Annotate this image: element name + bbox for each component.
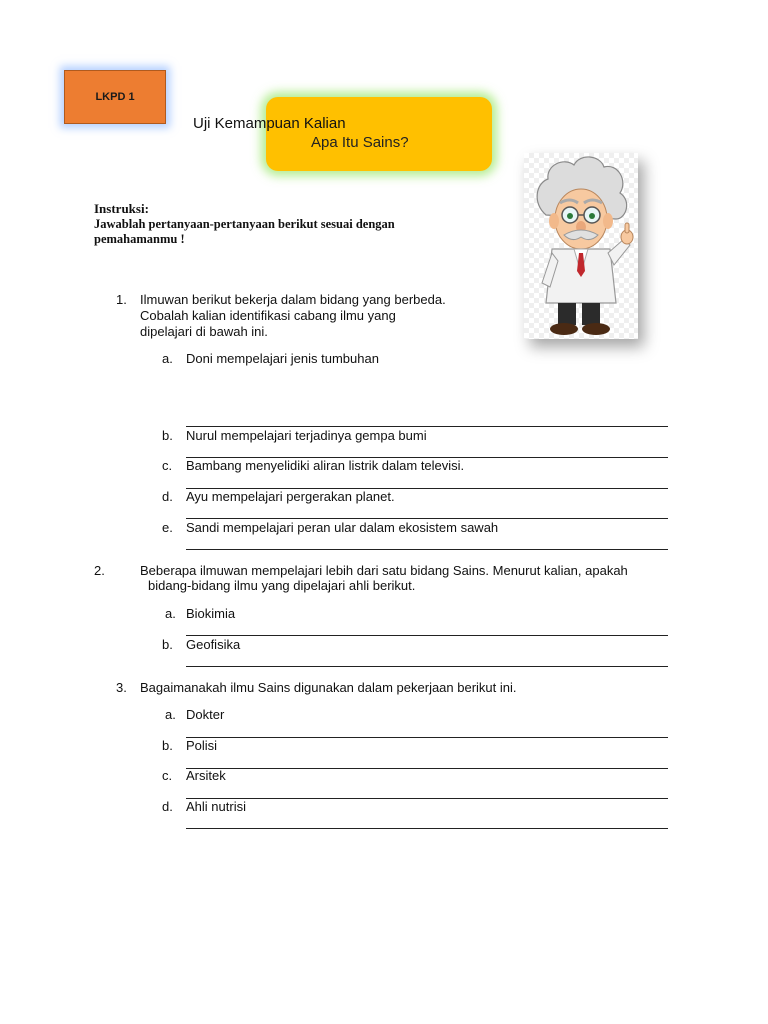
q3-item-b-text: Polisi xyxy=(186,738,218,753)
scientist-figure xyxy=(524,153,638,339)
answer-line-q3a xyxy=(186,737,668,738)
answer-line-q2b xyxy=(186,666,668,667)
instructions-line-1: Jawablah pertanyaan-pertanyaan berikut sesuai dengan xyxy=(94,217,395,231)
q3-item-c-text: Arsitek xyxy=(186,768,226,783)
q2-item-a-text: Biokimia xyxy=(186,606,236,621)
answer-line-q3c xyxy=(186,798,668,799)
q1-item-b-letter: b. xyxy=(162,428,173,443)
page-title: Uji Kemampuan Kalian xyxy=(193,115,346,132)
q3-item-d-text: Ahli nutrisi xyxy=(186,799,246,814)
q2-item-b-letter: b. xyxy=(162,637,173,652)
answer-line-q1e xyxy=(186,549,668,550)
answer-line-q1d xyxy=(186,518,668,519)
question-2-number: 2. xyxy=(94,563,105,578)
question-1-line-1: Ilmuwan berikut bekerja dalam bidang yang berbeda. xyxy=(140,292,446,307)
q3-item-d-letter: d. xyxy=(162,799,173,814)
question-1-number: 1. xyxy=(116,292,127,307)
answer-line-q3d xyxy=(186,828,668,829)
q3-item-b-letter: b. xyxy=(162,738,173,753)
q1-item-a-letter: a. xyxy=(162,351,173,366)
q1-item-c-letter: c. xyxy=(162,458,173,473)
question-3-line-1: Bagaimanakah ilmu Sains digunakan dalam pekerjaan berikut ini. xyxy=(140,680,517,695)
answer-line-q2a xyxy=(186,635,668,636)
instructions-line-2: pemahamanmu ! xyxy=(94,232,185,246)
question-1-line-2: Cobalah kalian identifikasi cabang ilmu yang xyxy=(140,308,396,323)
q3-item-a-letter: a. xyxy=(165,707,176,722)
page-subtitle: Apa Itu Sains? xyxy=(311,134,409,151)
q2-item-b-text: Geofisika xyxy=(186,637,241,652)
q3-item-a-text: Dokter xyxy=(186,707,225,722)
q1-item-c-text: Bambang menyelidiki aliran listrik dalam televisi. xyxy=(186,458,465,473)
q1-item-d-letter: d. xyxy=(162,489,173,504)
question-1-line-3: dipelajari di bawah ini. xyxy=(140,324,268,339)
q1-item-d-text: Ayu mempelajari pergerakan planet. xyxy=(186,489,395,504)
instructions-heading: Instruksi: xyxy=(94,201,149,216)
lkpd-badge-label: LKPD 1 xyxy=(95,91,135,103)
q2-item-a-letter: a. xyxy=(165,606,176,621)
q3-item-c-letter: c. xyxy=(162,768,173,783)
scientist-illustration xyxy=(524,153,638,339)
q1-item-e-letter: e. xyxy=(162,520,173,535)
question-3-number: 3. xyxy=(116,680,127,695)
q1-item-e-text: Sandi mempelajari peran ular dalam ekosistem sawah xyxy=(186,520,499,535)
answer-line-q1a xyxy=(186,426,668,427)
lkpd-badge xyxy=(64,70,166,124)
question-2-line-1: Beberapa ilmuwan mempelajari lebih dari satu bidang Sains. Menurut kalian, apakah xyxy=(140,563,628,578)
answer-line-q3b xyxy=(186,768,668,769)
q1-item-a-text: Doni mempelajari jenis tumbuhan xyxy=(186,351,379,366)
question-2-line-2: bidang-bidang ilmu yang dipelajari ahli berikut. xyxy=(148,578,416,593)
q1-item-b-text: Nurul mempelajari terjadinya gempa bumi xyxy=(186,428,427,443)
